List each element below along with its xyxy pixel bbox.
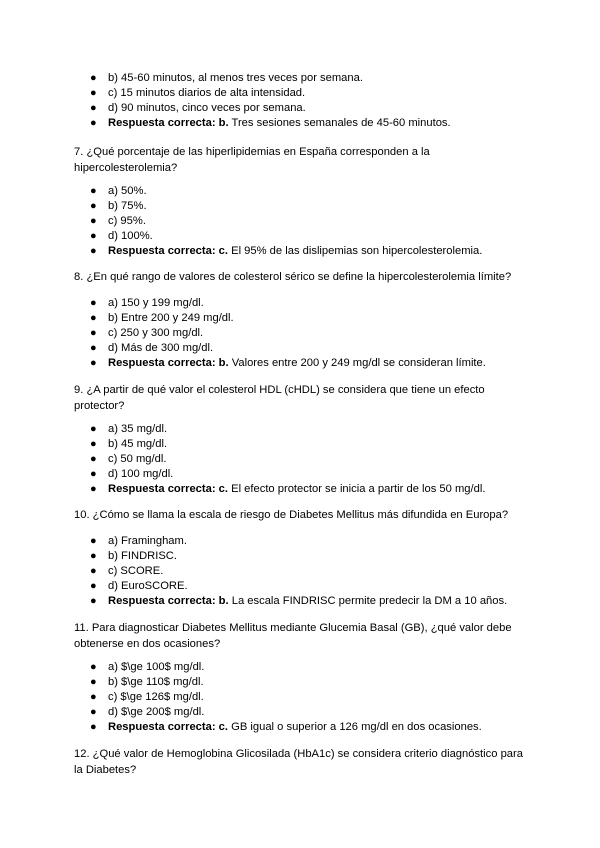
options-list-11 [74, 660, 544, 735]
option-6b: ● b) 45-60 minutos, al menos tres veces por semana. [90, 72, 363, 84]
option-8d: ● d) Más de 300 mg/dl. [90, 342, 214, 354]
option-7a: ● a) 50%. [90, 185, 147, 197]
bullet-icon: ● [90, 215, 97, 227]
answer-8: ● Respuesta correcta: b. Valores entre 200 y 249 mg/dl se consideran límite. [90, 357, 486, 369]
question-11: 11. Para diagnosticar Diabetes Mellitus mediante Glucemia Basal (GB), ¿qué valor debe obtenerse en dos ocasiones? [74, 622, 512, 650]
answer-9: ● Respuesta correcta: c. El efecto protector se inicia a partir de los 50 mg/dl. [90, 483, 486, 495]
option-10c: ● c) SCORE. [90, 565, 164, 577]
option-11c: ● c) $\ge 126$ mg/dl. [90, 691, 204, 703]
options-list-6 [74, 71, 544, 131]
bullet-icon: ● [90, 661, 97, 673]
bullet-icon: ● [90, 327, 97, 339]
question-9: 9. ¿A partir de qué valor el colesterol HDL (cHDL) se considera que tiene un efecto protector? [74, 384, 485, 412]
bullet-icon: ● [90, 438, 97, 450]
options-list-10 [74, 534, 544, 609]
option-9a: ● a) 35 mg/dl. [90, 423, 168, 435]
options-list-7 [74, 184, 544, 259]
option-8b: ● b) Entre 200 y 249 mg/dl. [90, 312, 234, 324]
bullet-icon: ● [90, 453, 97, 465]
option-7c: ● c) 95%. [90, 215, 146, 227]
option-8c: ● c) 250 y 300 mg/dl. [90, 327, 204, 339]
bullet-icon: ● [90, 535, 97, 547]
bullet-icon: ● [90, 423, 97, 435]
bullet-icon: ● [90, 72, 97, 84]
option-11a: ● a) $\ge 100$ mg/dl. [90, 661, 205, 673]
bullet-icon: ● [90, 706, 97, 718]
question-10: 10. ¿Cómo se llama la escala de riesgo de Diabetes Mellitus más difundida en Europa? [74, 509, 509, 521]
question-8: 8. ¿En qué rango de valores de colesterol sérico se define la hipercolesterolemia límite? [74, 271, 512, 283]
bullet-icon: ● [90, 230, 97, 242]
option-9c: ● c) 50 mg/dl. [90, 453, 167, 465]
answer-10: ● Respuesta correcta: b. La escala FINDRISC permite predecir la DM a 10 años. [90, 595, 508, 607]
bullet-icon: ● [90, 676, 97, 688]
bullet-icon: ● [90, 550, 97, 562]
option-6c: ● c) 15 minutos diarios de alta intensidad. [90, 87, 306, 99]
bullet-icon: ● [90, 468, 97, 480]
answer-11: ● Respuesta correcta: c. GB igual o superior a 126 mg/dl en dos ocasiones. [90, 721, 482, 733]
question-12: 12. ¿Qué valor de Hemoglobina Glicosilada (HbA1c) se considera criterio diagnóstico para la Diabetes? [74, 748, 523, 776]
answer-6: ● Respuesta correcta: b. Tres sesiones semanales de 45-60 minutos. [90, 117, 451, 129]
bullet-icon: ● [90, 595, 97, 607]
option-11d: ● d) $\ge 200$ mg/dl. [90, 706, 205, 718]
bullet-icon: ● [90, 565, 97, 577]
option-10a: ● a) Framingham. [90, 535, 187, 547]
options-list-8 [74, 296, 544, 371]
bullet-icon: ● [90, 721, 97, 733]
option-9d: ● d) 100 mg/dl. [90, 468, 174, 480]
bullet-icon: ● [90, 87, 97, 99]
option-8a: ● a) 150 y 199 mg/dl. [90, 297, 204, 309]
bullet-icon: ● [90, 483, 97, 495]
option-9b: ● b) 45 mg/dl. [90, 438, 168, 450]
option-10b: ● b) FINDRISC. [90, 550, 177, 562]
option-7d: ● d) 100%. [90, 230, 153, 242]
bullet-icon: ● [90, 580, 97, 592]
bullet-icon: ● [90, 691, 97, 703]
question-7: 7. ¿Qué porcentaje de las hiperlipidemias en España corresponden a la hipercolesterolemia? [74, 146, 430, 174]
bullet-icon: ● [90, 297, 97, 309]
bullet-icon: ● [90, 117, 97, 129]
bullet-icon: ● [90, 312, 97, 324]
option-10d: ● d) EuroSCORE. [90, 580, 188, 592]
bullet-icon: ● [90, 200, 97, 212]
option-6d: ● d) 90 minutos, cinco veces por semana. [90, 102, 306, 114]
option-11b: ● b) $\ge 110$ mg/dl. [90, 676, 204, 688]
answer-7: ● Respuesta correcta: c. El 95% de las dislipemias son hipercolesterolemia. [90, 245, 483, 257]
bullet-icon: ● [90, 357, 97, 369]
option-7b: ● b) 75%. [90, 200, 147, 212]
bullet-icon: ● [90, 102, 97, 114]
options-list-9 [74, 422, 544, 497]
bullet-icon: ● [90, 185, 97, 197]
bullet-icon: ● [90, 342, 97, 354]
bullet-icon: ● [90, 245, 97, 257]
